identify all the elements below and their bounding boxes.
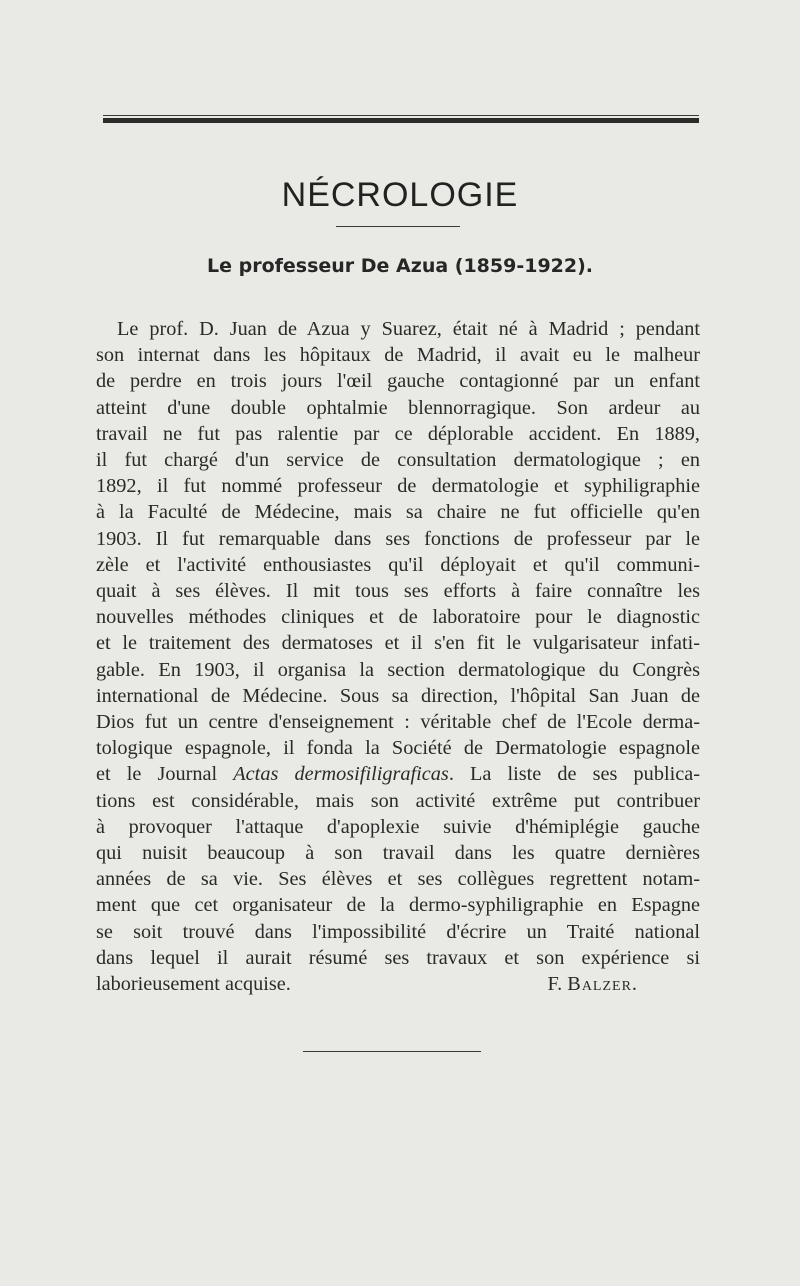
body-line: travail ne fut pas ralentie par ce déplorable accident. En 1889,	[96, 422, 700, 445]
body-line: international de Médecine. Sous sa direction, l'hôpital San Juan de	[96, 684, 700, 707]
body-line: quait à ses élèves. Il mit tous ses efforts à faire connaître les	[96, 580, 700, 603]
body-line: atteint d'une double ophtalmie blennorragique. Son ardeur au	[96, 396, 700, 419]
body-line: 1903. Il fut remarquable dans ses fonctions de professeur par le	[96, 527, 700, 550]
journal-suffix: . La liste de ses publica-	[448, 763, 700, 786]
body-line: se soit trouvé dans l'impossibilité d'écrire un Traité national	[96, 920, 700, 943]
signoff-line	[96, 971, 700, 997]
author-signature	[548, 971, 701, 997]
top-double-rule	[103, 115, 699, 123]
body-line: Dios fut un centre d'enseignement : véritable chef de l'Ecole derma-	[96, 711, 700, 734]
body-line: années de sa vie. Ses élèves et ses collègues regrettent notam-	[96, 868, 700, 891]
body-line: à provoquer l'attaque d'apoplexie suivie d'hémiplégie gauche	[96, 815, 700, 838]
signature-name: Balzer.	[567, 973, 638, 996]
body-line: dans lequel il aurait résumé ses travaux et son expérience si	[96, 946, 700, 969]
body-line: ment que cet organisateur de la dermo-syphiligraphie en Espagne	[96, 894, 700, 917]
body-line: et le traitement des dermatoses et il s'en fit le vulgarisateur infati-	[96, 632, 700, 655]
body-line: zèle et l'activité enthousiastes qu'il déployait et qu'il communi-	[96, 553, 700, 576]
body-last-line: laborieusement acquise.	[96, 973, 291, 996]
obituary-body	[96, 316, 700, 997]
journal-name: Actas dermosifiligraficas	[233, 763, 449, 786]
journal-prefix: et le Journal	[96, 763, 234, 786]
body-line: Le prof. D. Juan de Azua y Suarez, était né à Madrid ; pendant	[117, 318, 700, 340]
body-line: 1892, il fut nommé professeur de dermatologie et syphiligraphie	[96, 475, 700, 498]
page-title: NÉCROLOGIE	[281, 176, 519, 214]
body-line: il fut chargé d'un service de consultation dermatologique ; en	[96, 449, 700, 472]
article-subtitle: Le professeur De Azua (1859-1922).	[206, 255, 594, 277]
title-underline	[336, 226, 460, 227]
body-line: nouvelles méthodes cliniques et de laboratoire pour le diagnostic	[96, 606, 700, 629]
body-line: son internat dans les hôpitaux de Madrid, il avait eu le malheur	[96, 344, 700, 367]
body-line: à la Faculté de Médecine, mais sa chaire ne fut officielle qu'en	[96, 501, 700, 524]
body-line: tologique espagnole, il fonda la Société de Dermatologie espagnole	[96, 737, 700, 760]
signature-initial: F.	[547, 973, 568, 996]
body-line: tions est considérable, mais son activité extrême put contribuer	[96, 789, 700, 812]
body-line: qui nuisit beaucoup à son travail dans les quatre dernières	[96, 842, 700, 865]
end-rule	[303, 1051, 481, 1052]
body-line: gable. En 1903, il organisa la section dermatologique du Congrès	[96, 658, 700, 681]
body-line: de perdre en trois jours l'œil gauche contagionné par un enfant	[96, 370, 700, 393]
body-line-journal	[96, 761, 700, 787]
